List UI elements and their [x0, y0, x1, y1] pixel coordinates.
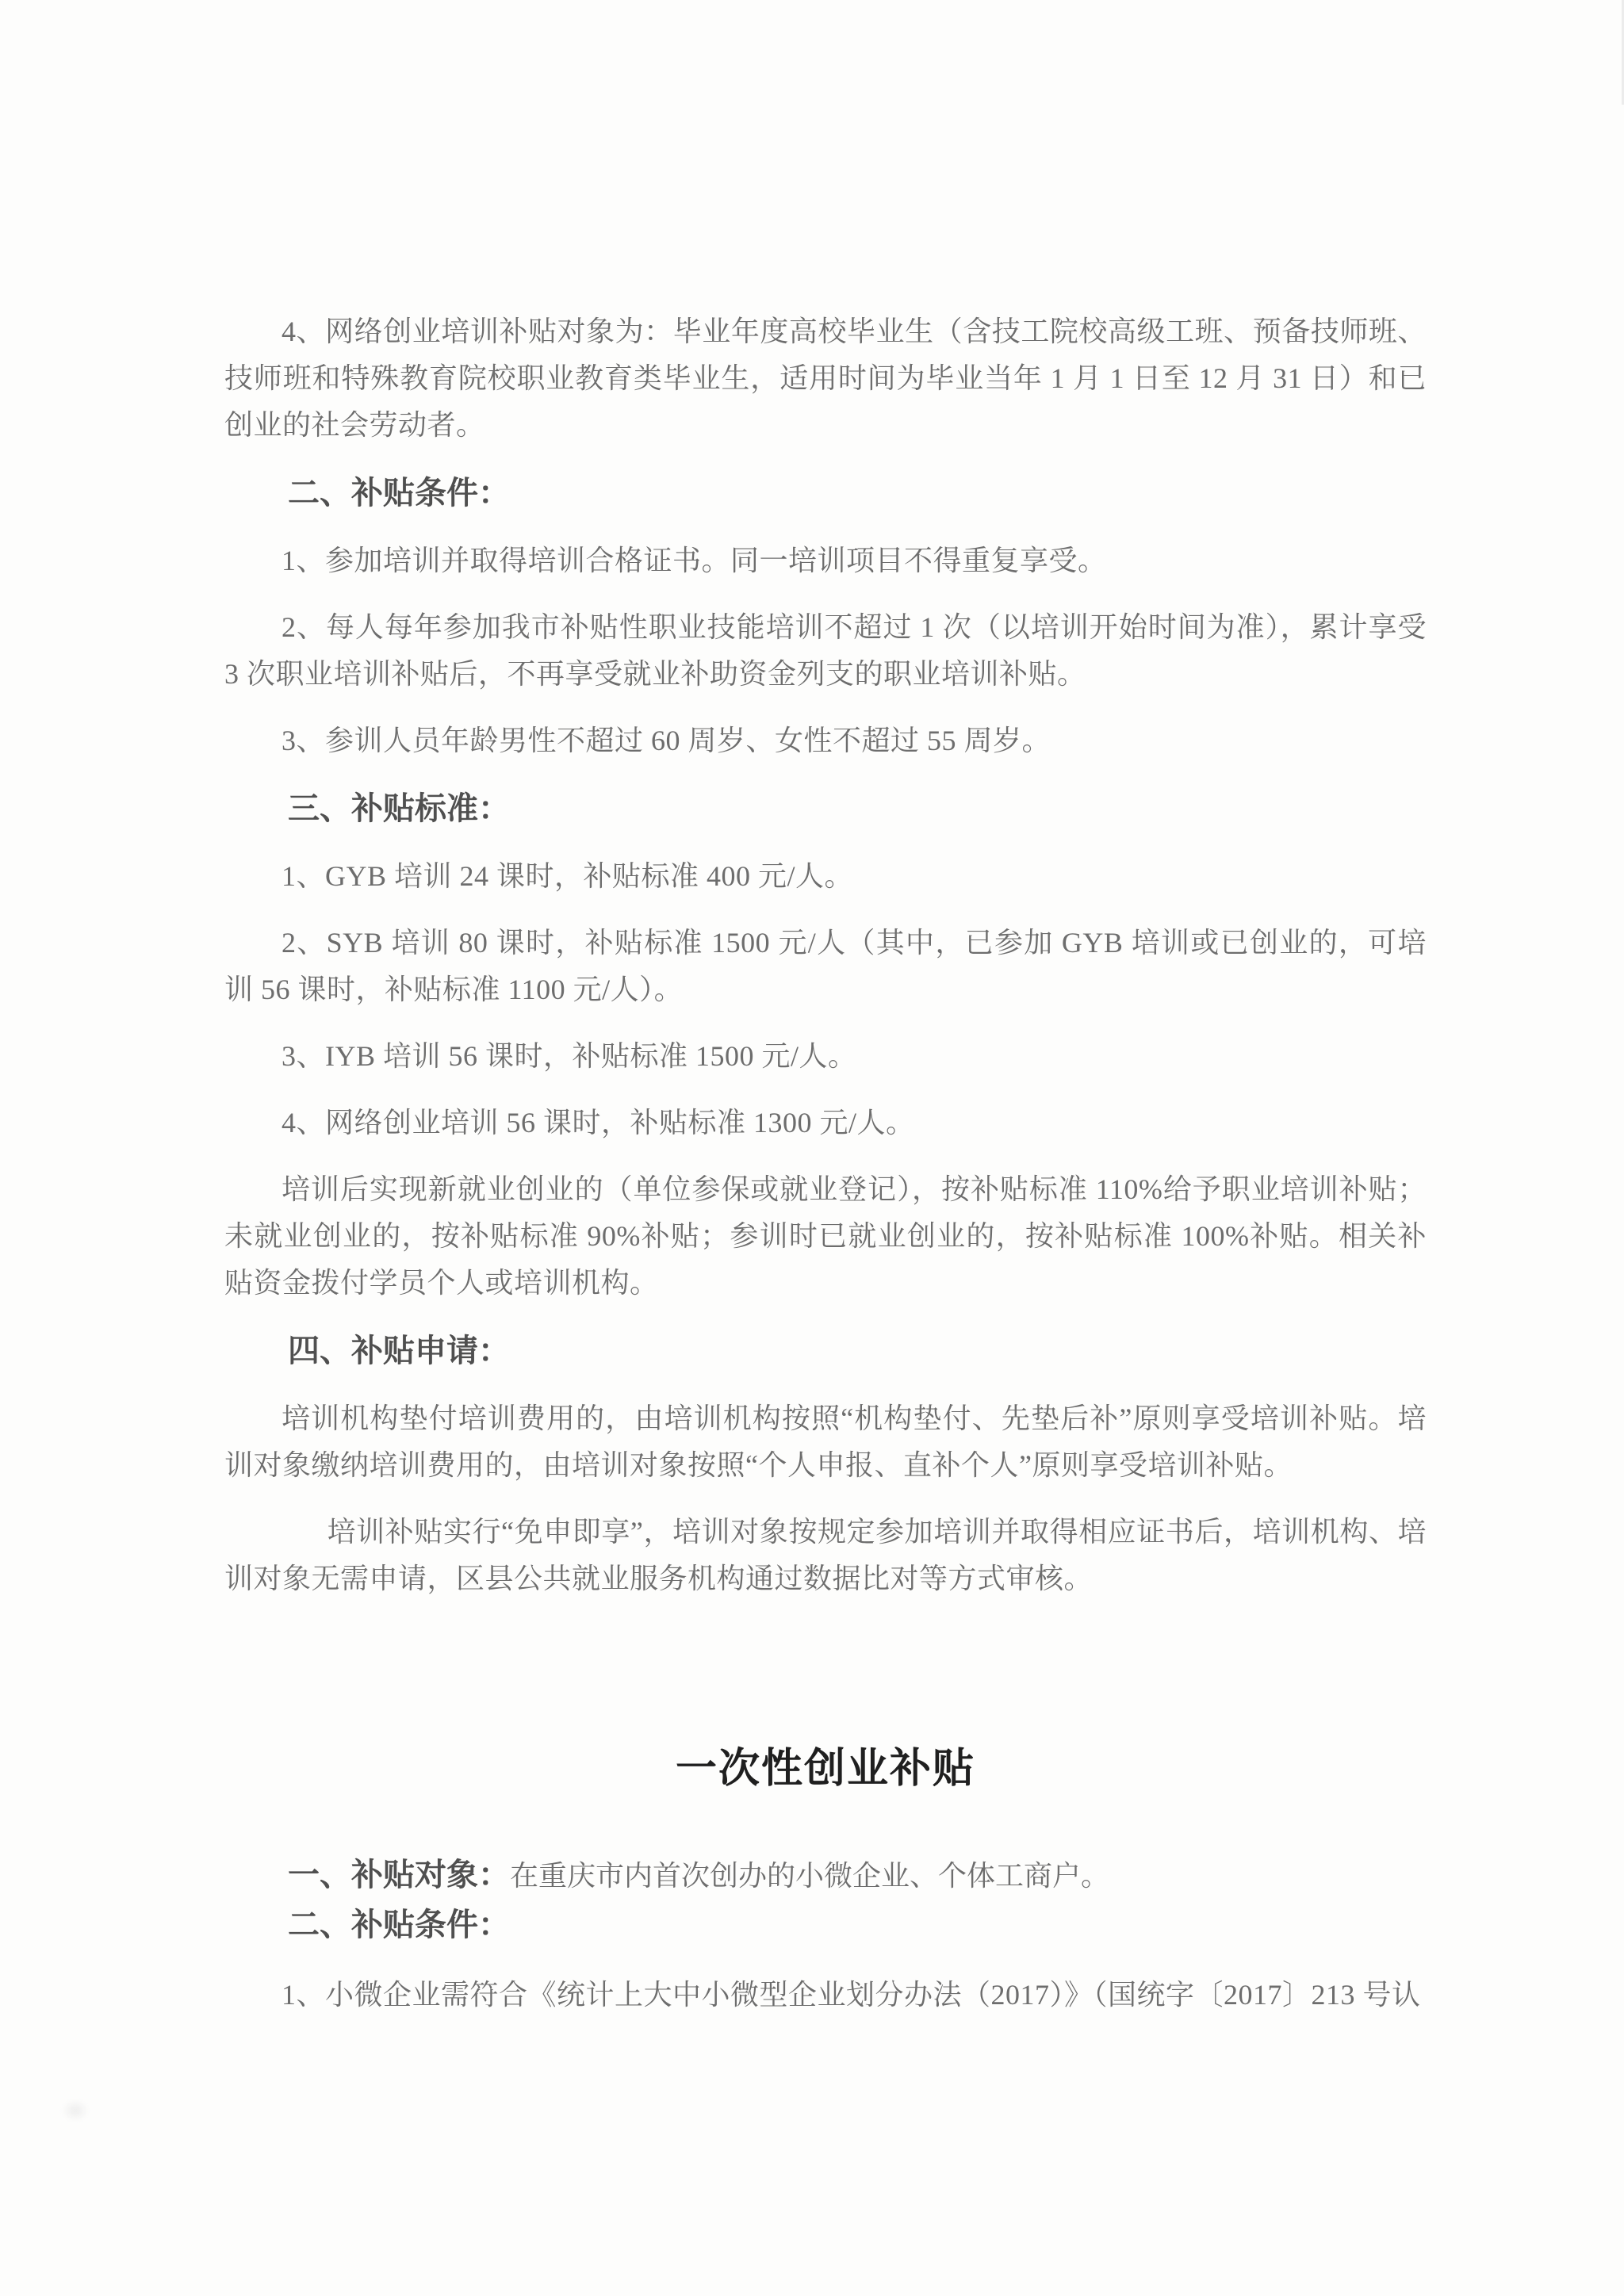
heading-subsidy-conditions-2: 二、补贴条件： [288, 1908, 510, 1942]
text-subsidy-target: 在重庆市内首次创办的小微企业、个体工商户。 [510, 1860, 1110, 1892]
condition-item-2: 2、每人每年参加我市补贴性职业技能培训不超过 1 次（以培训开始时间为准），累计享受 3 次职业培训补贴后，不再享受就业补助资金列支的职业培训补贴。 [224, 611, 1427, 690]
heading-subsidy-standards: 三、补贴标准： [288, 791, 510, 826]
standard-item-iyb: 3、IYB 培训 56 课时，补贴标准 1500 元/人。 [282, 1040, 857, 1072]
paragraph-network-training-targets: 4、网络创业培训补贴对象为：毕业年度高校毕业生（含技工院校高级工班、预备技师班、技师班和特殊教育院校职业教育类毕业生，适用时间为毕业当年 1 月 1 日至 12 月 31 日）和已创业的社会劳动者。 [224, 316, 1427, 441]
condition-item-3: 3、参训人员年龄男性不超过 60 周岁、女性不超过 55 周岁。 [282, 725, 1051, 756]
smudge-artifact [62, 2099, 89, 2122]
paragraph-subsidy-rates-note: 培训后实现新就业创业的（单位参保或就业登记），按补贴标准 110%给予职业培训补贴；未就业创业的，按补贴标准 90%补贴；参训时已就业创业的，按补贴标准 100%补贴。相关补贴资金拨付学员个人或培训机构。 [224, 1173, 1427, 1299]
paragraph-exemption-process: 培训补贴实行“免申即享”，培训对象按规定参加培训并取得相应证书后，培训机构、培训对象无需申请，区县公共就业服务机构通过数据比对等方式审核。 [224, 1516, 1427, 1594]
standard-item-network: 4、网络创业培训 56 课时，补贴标准 1300 元/人。 [282, 1107, 915, 1138]
line-subsidy-target [224, 1850, 1427, 1900]
heading-subsidy-application: 四、补贴申请： [288, 1334, 510, 1368]
heading-subsidy-conditions: 二、补贴条件： [288, 476, 510, 511]
paragraph-application-principles: 培训机构垫付培训费用的，由培训机构按照“机构垫付、先垫后补”原则享受培训补贴。培训对象缴纳培训费用的，由培训对象按照“个人申报、直补个人”原则享受培训补贴。 [224, 1402, 1427, 1481]
paragraph-micro-enterprise-criteria: 1、小微企业需符合《统计上大中小微型企业划分办法（2017）》（国统字〔2017〕213 号认 [282, 1979, 1421, 2011]
page-title-one-time-startup-subsidy: 一次性创业补贴 [675, 1746, 975, 1792]
standard-item-syb: 2、SYB 培训 80 课时，补贴标准 1500 元/人（其中，已参加 GYB 培训或已创业的，可培训 56 课时，补贴标准 1100 元/人）。 [224, 927, 1427, 1005]
label-subsidy-target: 一、补贴对象： [288, 1858, 510, 1892]
standard-item-gyb: 1、GYB 培训 24 课时，补贴标准 400 元/人。 [282, 860, 854, 892]
document-content [224, 308, 1427, 2038]
condition-item-1: 1、参加培训并取得培训合格证书。同一培训项目不得重复享受。 [282, 545, 1107, 576]
